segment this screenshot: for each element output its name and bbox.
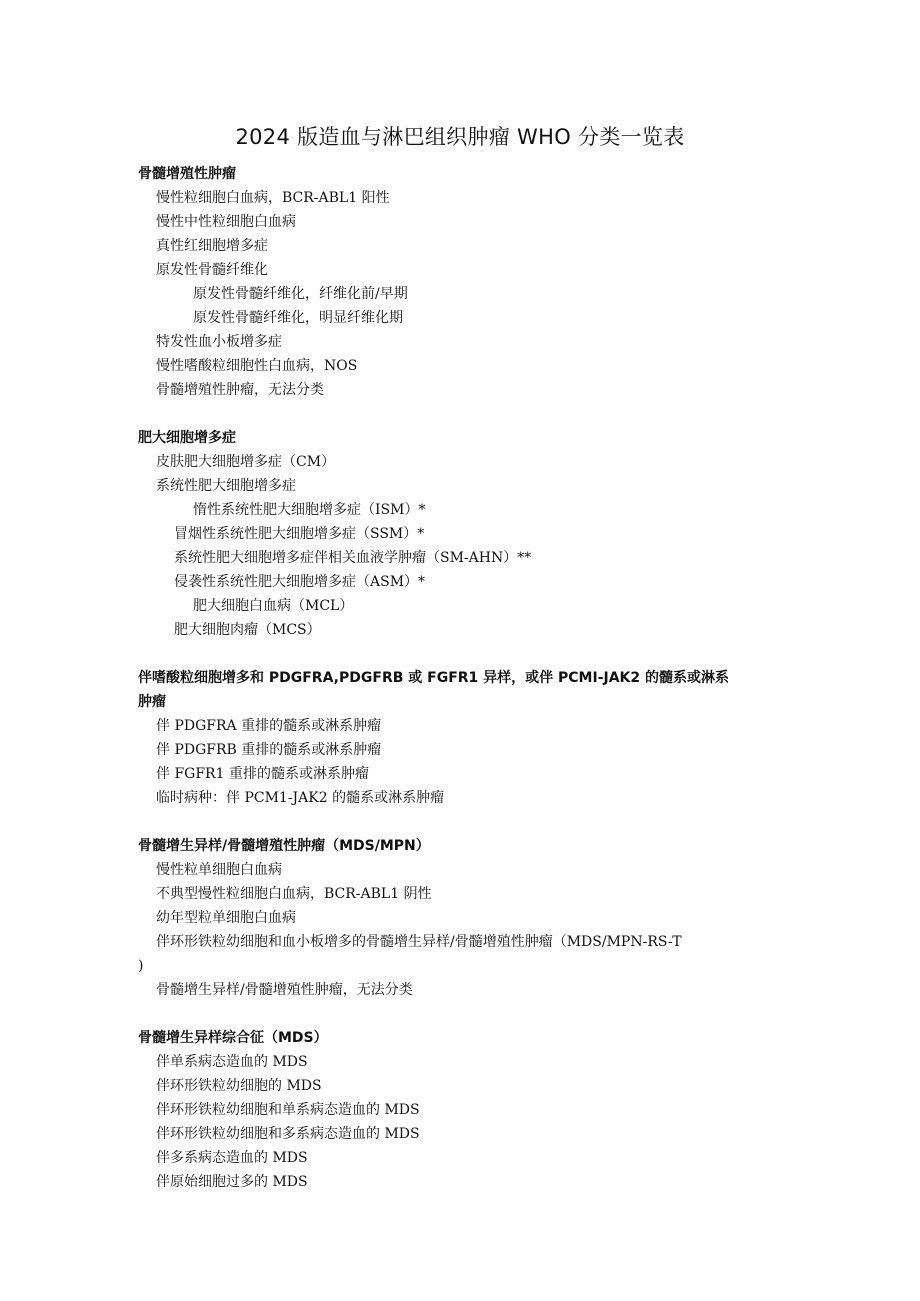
- list-item: 特发性血小板增多症: [156, 334, 282, 350]
- list-item: 慢性粒单细胞白血病: [156, 862, 282, 878]
- section-heading: 骨髓增殖性肿瘤: [138, 166, 236, 182]
- list-item: 伴环形铁粒幼细胞的 MDS: [156, 1078, 322, 1094]
- section-heading-line-1: 伴嗜酸粒细胞增多和 PDGFRA,PDGFRB 或 FGFR1 异样，或伴 PCMI-JAK2 的髓系或淋系: [138, 670, 730, 686]
- section-eosinophilia-neoplasms: [138, 666, 783, 810]
- page-title: 2024 版造血与淋巴组织肿瘤 WHO 分类一览表: [235, 125, 685, 149]
- section-heading: 骨髓增生异样综合征（MDS）: [138, 1030, 328, 1046]
- list-item: 真性红细胞增多症: [156, 238, 268, 254]
- sub-list-item: 惰性系统性肥大细胞增多症（ISM）*: [193, 502, 426, 518]
- sub-list-item: 侵袭性系统性肥大细胞增多症（ASM）*: [174, 574, 426, 590]
- list-item: 伴单系病态造血的 MDS: [156, 1054, 308, 1070]
- list-item: 伴 PDGFRB 重排的髓系或淋系肿瘤: [156, 742, 382, 758]
- sub-list-item: 系统性肥大细胞增多症伴相关血液学肿瘤（SM-AHN）**: [174, 550, 532, 566]
- list-item: 不典型慢性粒细胞白血病，BCR-ABL1 阴性: [156, 886, 432, 902]
- section-mds-mpn: [138, 834, 783, 1002]
- section-mds: [138, 1026, 783, 1194]
- list-item: 临时病种：伴 PCM1-JAK2 的髓系或淋系肿瘤: [156, 790, 445, 806]
- list-item: 原发性骨髓纤维化: [156, 262, 268, 278]
- classification-list: [138, 162, 783, 1194]
- list-item: 伴多系病态造血的 MDS: [156, 1150, 308, 1166]
- list-item: 伴环形铁粒幼细胞和多系病态造血的 MDS: [156, 1126, 420, 1142]
- sub-list-item: 原发性骨髓纤维化，纤维化前/早期: [193, 286, 408, 302]
- sub-list-item: 冒烟性系统性肥大细胞增多症（SSM）*: [174, 526, 425, 542]
- list-item: 皮肤肥大细胞增多症（CM）: [156, 454, 336, 470]
- list-item: 伴环形铁粒幼细胞和血小板增多的骨髓增生异样/骨髓增殖性肿瘤（MDS/MPN-RS-T: [156, 934, 682, 950]
- section-heading: 骨髓增生异样/骨髓增殖性肿瘤（MDS/MPN）: [138, 838, 430, 854]
- list-item: 慢性中性粒细胞白血病: [156, 214, 296, 230]
- list-item-continuation: ): [138, 958, 144, 974]
- section-heading: 肥大细胞增多症: [138, 430, 236, 446]
- list-item: 伴环形铁粒幼细胞和单系病态造血的 MDS: [156, 1102, 420, 1118]
- sub-list-item: 肥大细胞肉瘤（MCS）: [174, 622, 321, 638]
- list-item: 系统性肥大细胞增多症: [156, 478, 296, 494]
- section-heading-line-2: 肿瘤: [138, 694, 166, 710]
- list-item: 慢性粒细胞白血病，BCR-ABL1 阳性: [156, 190, 390, 206]
- section-mpn: [138, 162, 783, 402]
- list-item: 伴 FGFR1 重排的髓系或淋系肿瘤: [156, 766, 369, 782]
- list-item: 幼年型粒单细胞白血病: [156, 910, 296, 926]
- section-mastocytosis: [138, 426, 783, 642]
- list-item: 慢性嗜酸粒细胞性白血病，NOS: [156, 358, 358, 374]
- list-item: 骨髓增生异样/骨髓增殖性肿瘤，无法分类: [156, 982, 413, 998]
- sub-list-item: 原发性骨髓纤维化，明显纤维化期: [193, 310, 403, 326]
- list-item: 伴 PDGFRA 重排的髓系或淋系肿瘤: [156, 718, 382, 734]
- sub-list-item: 肥大细胞白血病（MCL）: [193, 598, 354, 614]
- list-item: 伴原始细胞过多的 MDS: [156, 1174, 308, 1190]
- list-item: 骨髓增殖性肿瘤，无法分类: [156, 382, 324, 398]
